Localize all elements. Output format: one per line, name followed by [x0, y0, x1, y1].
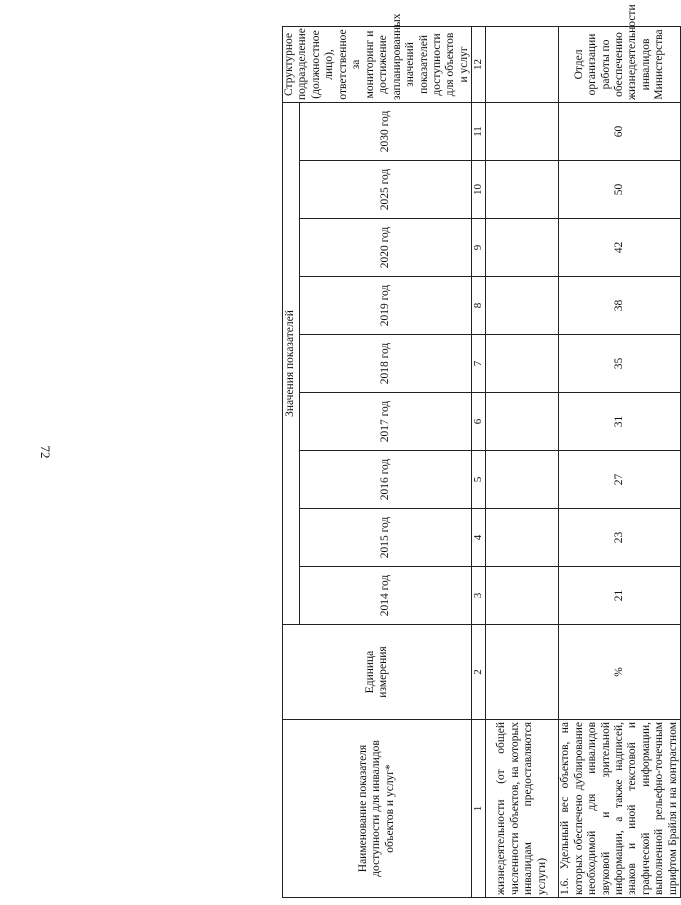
value-cell: [486, 567, 559, 625]
unit-cell: [486, 625, 559, 720]
value-cell: 42: [559, 219, 681, 277]
indicator-name: жизнедеятельности (от общей численности объектов, на которых инвалидам предоставляются услуги): [495, 722, 548, 895]
header-unit-column: Единица измерения: [283, 625, 472, 720]
indicator-name: 1.6. Удельный вес объектов, на которых обеспечено дублирование необходимой для инвалидов звуковой и зрительной информации, а также надписей, знаков и иной текстовой и графической информации, выполненной рельефно-точечным шрифтом Брайля и на контрастном: [559, 722, 679, 895]
value-cell: [486, 451, 559, 509]
header-year-2018: 2018 год: [300, 335, 472, 393]
header-name-column: Наименование показателя доступности для инвалидов объектов и услуг*: [283, 720, 472, 898]
value-cell: [486, 102, 559, 160]
value-cell: 35: [559, 335, 681, 393]
table-row: [486, 26, 559, 897]
value-cell: [486, 393, 559, 451]
column-index: 7: [472, 335, 486, 393]
column-index: 10: [472, 161, 486, 219]
column-index: 4: [472, 509, 486, 567]
value-cell: [486, 335, 559, 393]
value-cell: 50: [559, 161, 681, 219]
value-cell: 27: [559, 451, 681, 509]
header-year-2025: 2025 год: [300, 161, 472, 219]
column-index: 2: [472, 625, 486, 720]
unit-cell: %: [559, 625, 681, 720]
value-cell: [486, 277, 559, 335]
header-year-2019: 2019 год: [300, 277, 472, 335]
column-index: 3: [472, 567, 486, 625]
header-year-2014: 2014 год: [300, 567, 472, 625]
column-index-row: [472, 26, 486, 897]
value-cell: 38: [559, 277, 681, 335]
column-index: 12: [472, 26, 486, 102]
responsible-cell: Отдел организации работы по обеспечению жизнедеятельности инвалидов Министерства: [559, 26, 681, 102]
responsible-cell: [486, 26, 559, 102]
header-values-group: Значения показателей: [283, 102, 300, 624]
column-index: 9: [472, 219, 486, 277]
table-row: [559, 26, 681, 897]
header-year-2016: 2016 год: [300, 451, 472, 509]
header-year-2017: 2017 год: [300, 393, 472, 451]
value-cell: 31: [559, 393, 681, 451]
page-number: 72: [38, 445, 53, 459]
value-cell: [486, 161, 559, 219]
value-cell: [486, 509, 559, 567]
header-year-2015: 2015 год: [300, 509, 472, 567]
column-index: 1: [472, 720, 486, 898]
rotated-table-container: [282, 4, 679, 898]
header-year-2020: 2020 год: [300, 219, 472, 277]
header-year-2030: 2030 год: [300, 102, 472, 160]
value-cell: 21: [559, 567, 681, 625]
value-cell: 60: [559, 102, 681, 160]
indicators-table: [282, 4, 681, 898]
value-cell: 23: [559, 509, 681, 567]
value-cell: [486, 219, 559, 277]
column-index: 11: [472, 102, 486, 160]
header-responsible-column: Структурное подразделение (должностное лицо), ответственное за мониторинг и достижение запланированных значений показателей доступности для объектов и услуг: [283, 26, 472, 102]
column-index: 6: [472, 393, 486, 451]
column-index: 5: [472, 451, 486, 509]
indicator-name-cell: [559, 720, 681, 898]
indicator-name-cell: [486, 720, 559, 898]
column-index: 8: [472, 277, 486, 335]
